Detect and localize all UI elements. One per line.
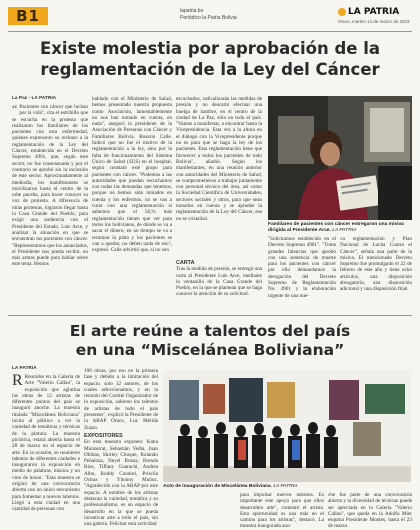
story2-photo-caption: Acto de inauguración de Miscelánea Boliviana. LA PATRIA — [163, 484, 298, 489]
site-tagline: Periódico la Patria Bolivia — [180, 15, 237, 21]
gallery-photo-image — [163, 370, 411, 482]
story1-col3: escuchados, radicalizarán las medidas de presión y no descartó efectuar una huelga de hambre, en el centro de la ciudad de La Paz, sitio en todo el país. "Vamos a manifestar, a encontrar hasta la Vicepresidencia. Esta vez a la altura en el diálogo con la Vicepresidente porque no es para que se haga la ley de los pacientes. Esta reglamentación tiene que favorecer a todos los pacientes de todo Bolivia", añadió. Según los manifestantes, en una reunión anterior con autoridades del Ministerio de Salud, se comprometieron a trabajar juntamente con personal técnico del área, así como la Sociedad Científica de Universidades, sectores sociales y otros, para que sean tomados en cuenta y se apruebe la reglamentación de la Ley del Cáncer, ese no se cristalizó. — [176, 96, 262, 222]
story2-photo — [163, 370, 411, 482]
story1-photo-caption: Familiares de pacientes con cáncer entregaron una misiva dirigida al Presidente Arce. LA PATRIA — [268, 222, 404, 233]
protest-photo-image — [268, 96, 412, 220]
story2-col-b1: para impulsar nuevos talentos. Es importante este apoyo para que ellos desarrollen arte", comentó el artista. Esta oportunidad es una más en el camino para los artistas", destacó. La muestra inaugurada ano- — [240, 492, 324, 530]
header-site-info — [180, 8, 237, 22]
expositores-subhead: EXPOSITORES — [84, 432, 123, 439]
page-header — [0, 0, 420, 33]
story2-col1: R Reunidos en la Galería de Arte "Valerio Callau", la exposición que aglutina las obras de 12 artistas de diferentes puntos del país se inauguró anoche. La muestra titulada "Miscelánea Boliviana" invita al público a ver la variedad de temáticas y técnicas de la pintura. La muestra pictórica, estará abierta hasta el 28 de marzo en el espacio de arte. En la ocasión, se reunieron talentos de diferentes ciudades e inauguraron la exposición en medio de palabras, música y un vino de honor. "Esta muestra se originó de una convocatoria abierta con un único mecanismo para fomentar a nuevos talentos. Llegó a esta ciudad en una cantidad de personas con — [12, 372, 80, 513]
story1-col-mid: "Solicitamos establecido en el Decreto Supremo 4901". "Tome grandes falencias que aprobó con una sentencia de muerte para los pacientes con cáncer por ello demandamos la derogación del Decreto Supremo de Reglamentación No. 4901 y la elaboración urgente de una nue- — [268, 236, 336, 299]
brand-name: LA PATRIA — [338, 7, 412, 17]
brand — [338, 7, 412, 24]
section-tag: B1 — [8, 7, 48, 25]
story1-carta: CARTA Tras la medida de presión, se entregó una carta al Presidente Luis Arce, mediante la ventanilla de la Casa Grande del Pueblo, en la que se plantean que se haga conocer la atención de su solicitud. — [176, 260, 262, 298]
story1-photo — [268, 96, 412, 220]
drop-cap: R — [12, 372, 23, 389]
story1-headline: Existe molestia por aprobación de la reglamentación de la Ley del Cáncer — [39, 39, 381, 79]
edition-date: Oruro, martes 14 de marzo de 2023 — [338, 19, 410, 24]
quote-mark-icon: “ — [12, 102, 18, 116]
brand-logo-icon — [338, 8, 346, 16]
story2-col-b2: che fue parte de una convocatoria abierta y la diversidad de técnicas puede ser apreciada en la Galería "Valerio Callau", que queda en la Adolfo Mier esquina Presidente Montes, hasta el 23 de marzo. — [328, 492, 412, 530]
story1-col1: “ Pacientes con cáncer que luchan por la vida", cita el estribillo que se escucha en la protesta que realizaron los familiares de los pacientes con esta enfermedad, quienes expresaron su rechazo a la reglamentación de la Ley del Cáncer, establecida en el Decreto Supremo 4901, que, según este sector, no fue consensuado y por el contrario se aprobó sin la inclusión de este sector. Aproximadamente al mediodía, los manifestantes se movilizaron hasta el centro de la urbe paceña, para hacer conocer su voz de protesta. A diferencia de otras protestas, lograron llegar hasta la Casa Grande del Pueblo, para exigir una audiencia con el Presidente del Estado, Luis Arce, y analizar la situación en que se encuentran los pacientes con cáncer. "Representamos que los anunciados, el Presidente nos pueda recibir, en más armas puede para hablar sobre este tema. Hemos — [12, 102, 88, 268]
site-url[interactable]: lapatria.bo — [180, 8, 204, 14]
story2-headline: El arte reúne a talentos del país en una “Miscelánea Boliviana” — [69, 322, 351, 359]
header-divider — [8, 31, 412, 32]
story2-col2: 100 obras, por eso en la primera fase y debido a la limitación del espacio, solo 12 autores, de los cuales seleccionamos, y en la reunión del Comité Organizador de la exposición, salieron los talentos de artistas de todo el país presentes", explicó la Presidente de la ABAP Oruro, Luz Mérida Zuazo. EXPOSITORES En esta muestra exponen: Katia Monzerrat, Sebastián Vedia, Juan Oblitas, Shirley Choque, Rolando Peñaloza, Neyel Bonay, Brenda Ríos, Tiffany Guarachi, Andrea Albo, Roddy Condori, Priscila Ochoa y Yhonny Muñoz. "Agradecido con la ABAP por este espacio. A nombre de los artistas destacan la variedad, temática y su profesionalismo, es un espacio de desarrollo en la que se pueda incentivar arte a todo el país, sin una galería. Felicitar esta actividad — [84, 368, 158, 528]
carta-subhead: CARTA — [176, 260, 195, 266]
story1-byline: La Paz - LA PATRIA — [12, 96, 57, 101]
story1-col2: hablado con el Ministerio de Salud, hemos presentado nuestra propuesta como Asociación, lamentablemente no nos han tomado en cuenta, en nada", aseguró la presidente de la Asociación de Personas con Cáncer y Familiares Bolivia, Rosario Calle. Indicó que no fue el motivo de la reglamentación a la ley, sino por la falta de funcionamiento del Sistema Único de Salud (SUS) en el hospital, según constató este grupo para pacientes con cáncer. "Podemos a las autoridades que puedan escucharnos con todas las demandas que tenemos, porque no hemos sido tomados en cuenta y los enfermos, no se van a curar con una reglamentación si sabemos que el 56,% más reglamentación tienen que ver para todos los bolivianos, de dónde se va a sacar el dinero, en un tiempo se va a terminar la plata y los pacientes se van a quedar, no deben nada de eso", expresó. Calle advirtió que, si no son — [92, 96, 172, 254]
story1-col4: va reglamentación y Plan Nacional de Lucha Contra el Cáncer", señala una parte de la misiva. El mencionado Decreto Supremo fue promulgado el 22 de febrero de este año y tiene ocho artículos, una disposición abrogatoria, una disposición adicional y una disposición final. — [340, 236, 412, 293]
story-divider — [8, 315, 412, 316]
story2-byline: LA PATRIA — [12, 366, 37, 371]
